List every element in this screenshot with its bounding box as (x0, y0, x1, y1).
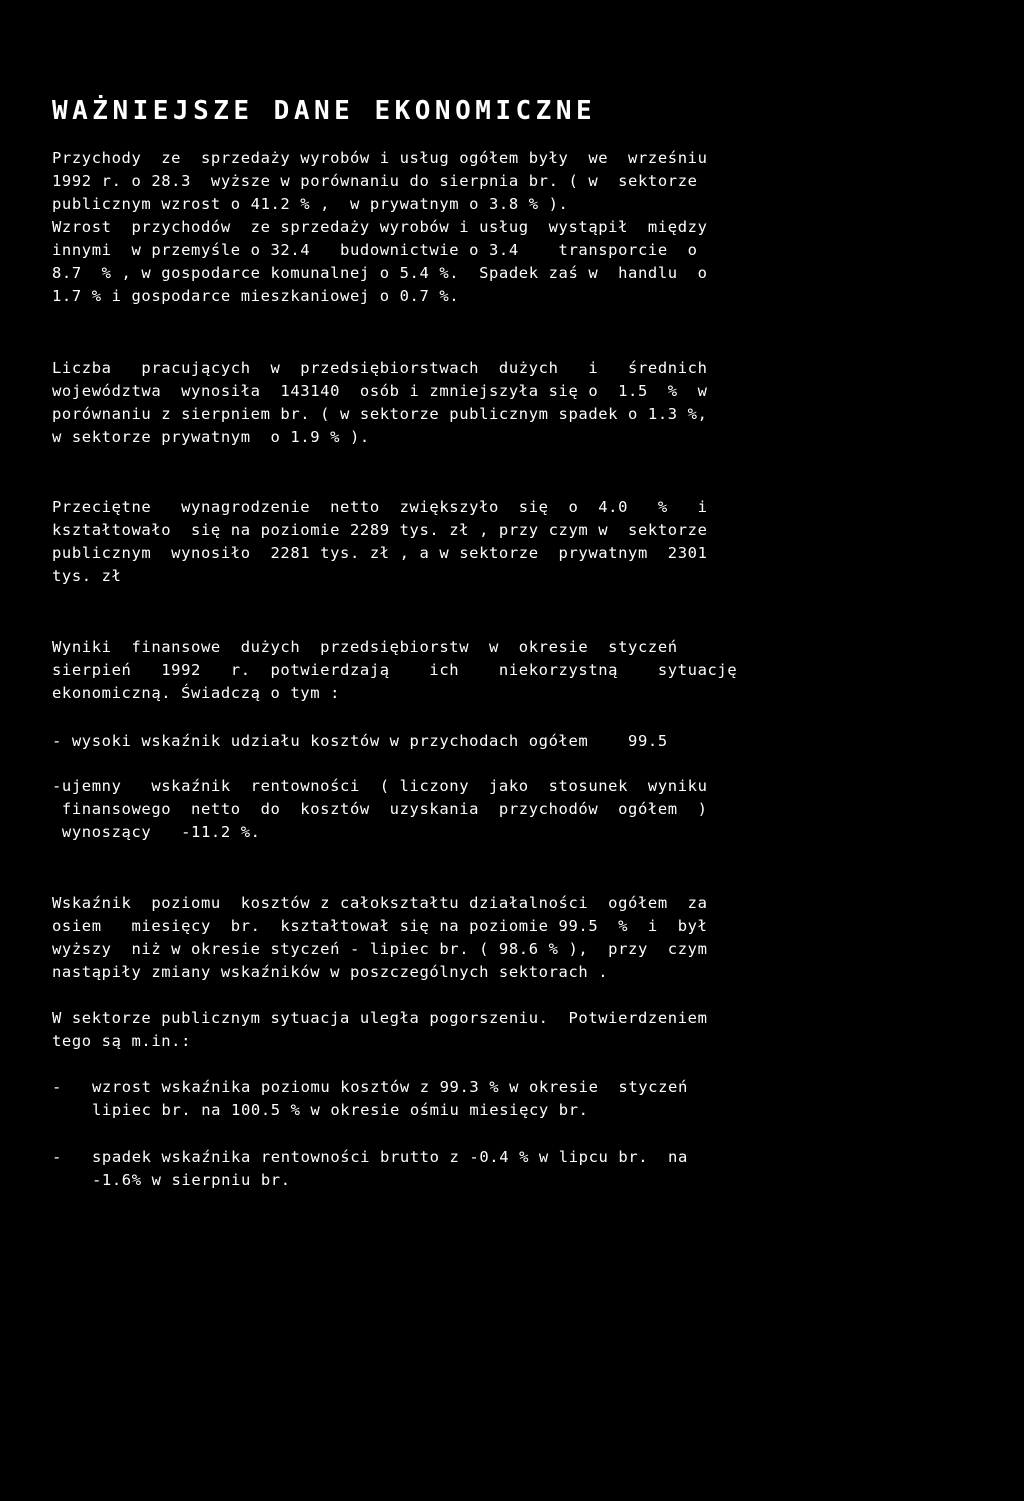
p1-line-4: Wzrost przychodów ze sprzedaży wyrobów i usług wystąpił między (52, 218, 708, 236)
p1-line-6: 8.7 % , w gospodarce komunalnej o 5.4 %. Spadek zaś w handlu o (52, 264, 708, 282)
p2-line-1: Liczba pracujących w przedsiębiorstwach dużych i średnich (52, 359, 708, 377)
p3-line-1: Przeciętne wynagrodzenie netto zwiększyło się o 4.0 % i (52, 498, 708, 516)
p1-line-2: 1992 r. o 28.3 wyższe w porównaniu do sierpnia br. ( w sektorze (52, 172, 698, 190)
p2-line-3: porównaniu z sierpniem br. ( w sektorze publicznym spadek o 1.3 %, (52, 405, 708, 423)
p1-line-5: innymi w przemyśle o 32.4 budownictwie o 3.4 transporcie o (52, 241, 698, 259)
p7-line-4: nastąpiły zmiany wskaźników w poszczególnych sektorach . (52, 963, 609, 981)
p7-line-3: wyższy niż w okresie styczeń - lipiec br. ( 98.6 % ), przy czym (52, 940, 708, 958)
document-title: WAŻNIEJSZE DANE EKONOMICZNE (52, 96, 597, 126)
bullet-2-dash: - (52, 1148, 62, 1166)
p7-line-1: Wskaźnik poziomu kosztów z całokształtu działalności ogółem za (52, 894, 708, 912)
p3-line-2: kształtowało się na poziomie 2289 tys. zł , przy czym w sektorze (52, 521, 708, 539)
p2-line-2: województwa wynosiła 143140 osób i zmniejszyła się o 1.5 % w (52, 382, 708, 400)
bullet-1-dash: - (52, 1078, 62, 1096)
p7-line-2: osiem miesięcy br. kształtował się na poziomie 99.5 % i był (52, 917, 708, 935)
p6-line-1: -ujemny wskaźnik rentowności ( liczony jako stosunek wyniku (52, 777, 708, 795)
p1-line-3: publicznym wzrost o 41.2 % , w prywatnym o 3.8 % ). (52, 195, 569, 213)
p4-line-2: sierpień 1992 r. potwierdzają ich niekorzystną sytuację (52, 661, 738, 679)
p8-line-1: W sektorze publicznym sytuacja uległa pogorszeniu. Potwierdzeniem (52, 1009, 708, 1027)
p1-line-7: 1.7 % i gospodarce mieszkaniowej o 0.7 %. (52, 287, 460, 305)
p2-line-4: w sektorze prywatnym o 1.9 % ). (52, 428, 370, 446)
bullet-1-line-2: lipiec br. na 100.5 % w okresie ośmiu miesięcy br. (92, 1101, 589, 1119)
p4-line-3: ekonomiczną. Świadczą o tym : (52, 684, 341, 702)
p3-line-4: tys. zł (52, 567, 122, 585)
bullet-2-line-2: -1.6% w sierpniu br. (92, 1171, 291, 1189)
p4-line-1: Wyniki finansowe dużych przedsiębiorstw w okresie styczeń (52, 638, 678, 656)
bullet-1-line-1: wzrost wskaźnika poziomu kosztów z 99.3 % w okresie styczeń (92, 1078, 688, 1096)
p6-line-3: wynoszący -11.2 %. (52, 823, 261, 841)
p1-line-1: Przychody ze sprzedaży wyrobów i usług ogółem były we wrześniu (52, 149, 708, 167)
p8-line-2: tego są m.in.: (52, 1032, 192, 1050)
bullet-2-line-1: spadek wskaźnika rentowności brutto z -0.4 % w lipcu br. na (92, 1148, 688, 1166)
p3-line-3: publicznym wynosiło 2281 tys. zł , a w sektorze prywatnym 2301 (52, 544, 708, 562)
p5-line-1: - wysoki wskaźnik udziału kosztów w przychodach ogółem 99.5 (52, 732, 668, 750)
p6-line-2: finansowego netto do kosztów uzyskania przychodów ogółem ) (52, 800, 708, 818)
